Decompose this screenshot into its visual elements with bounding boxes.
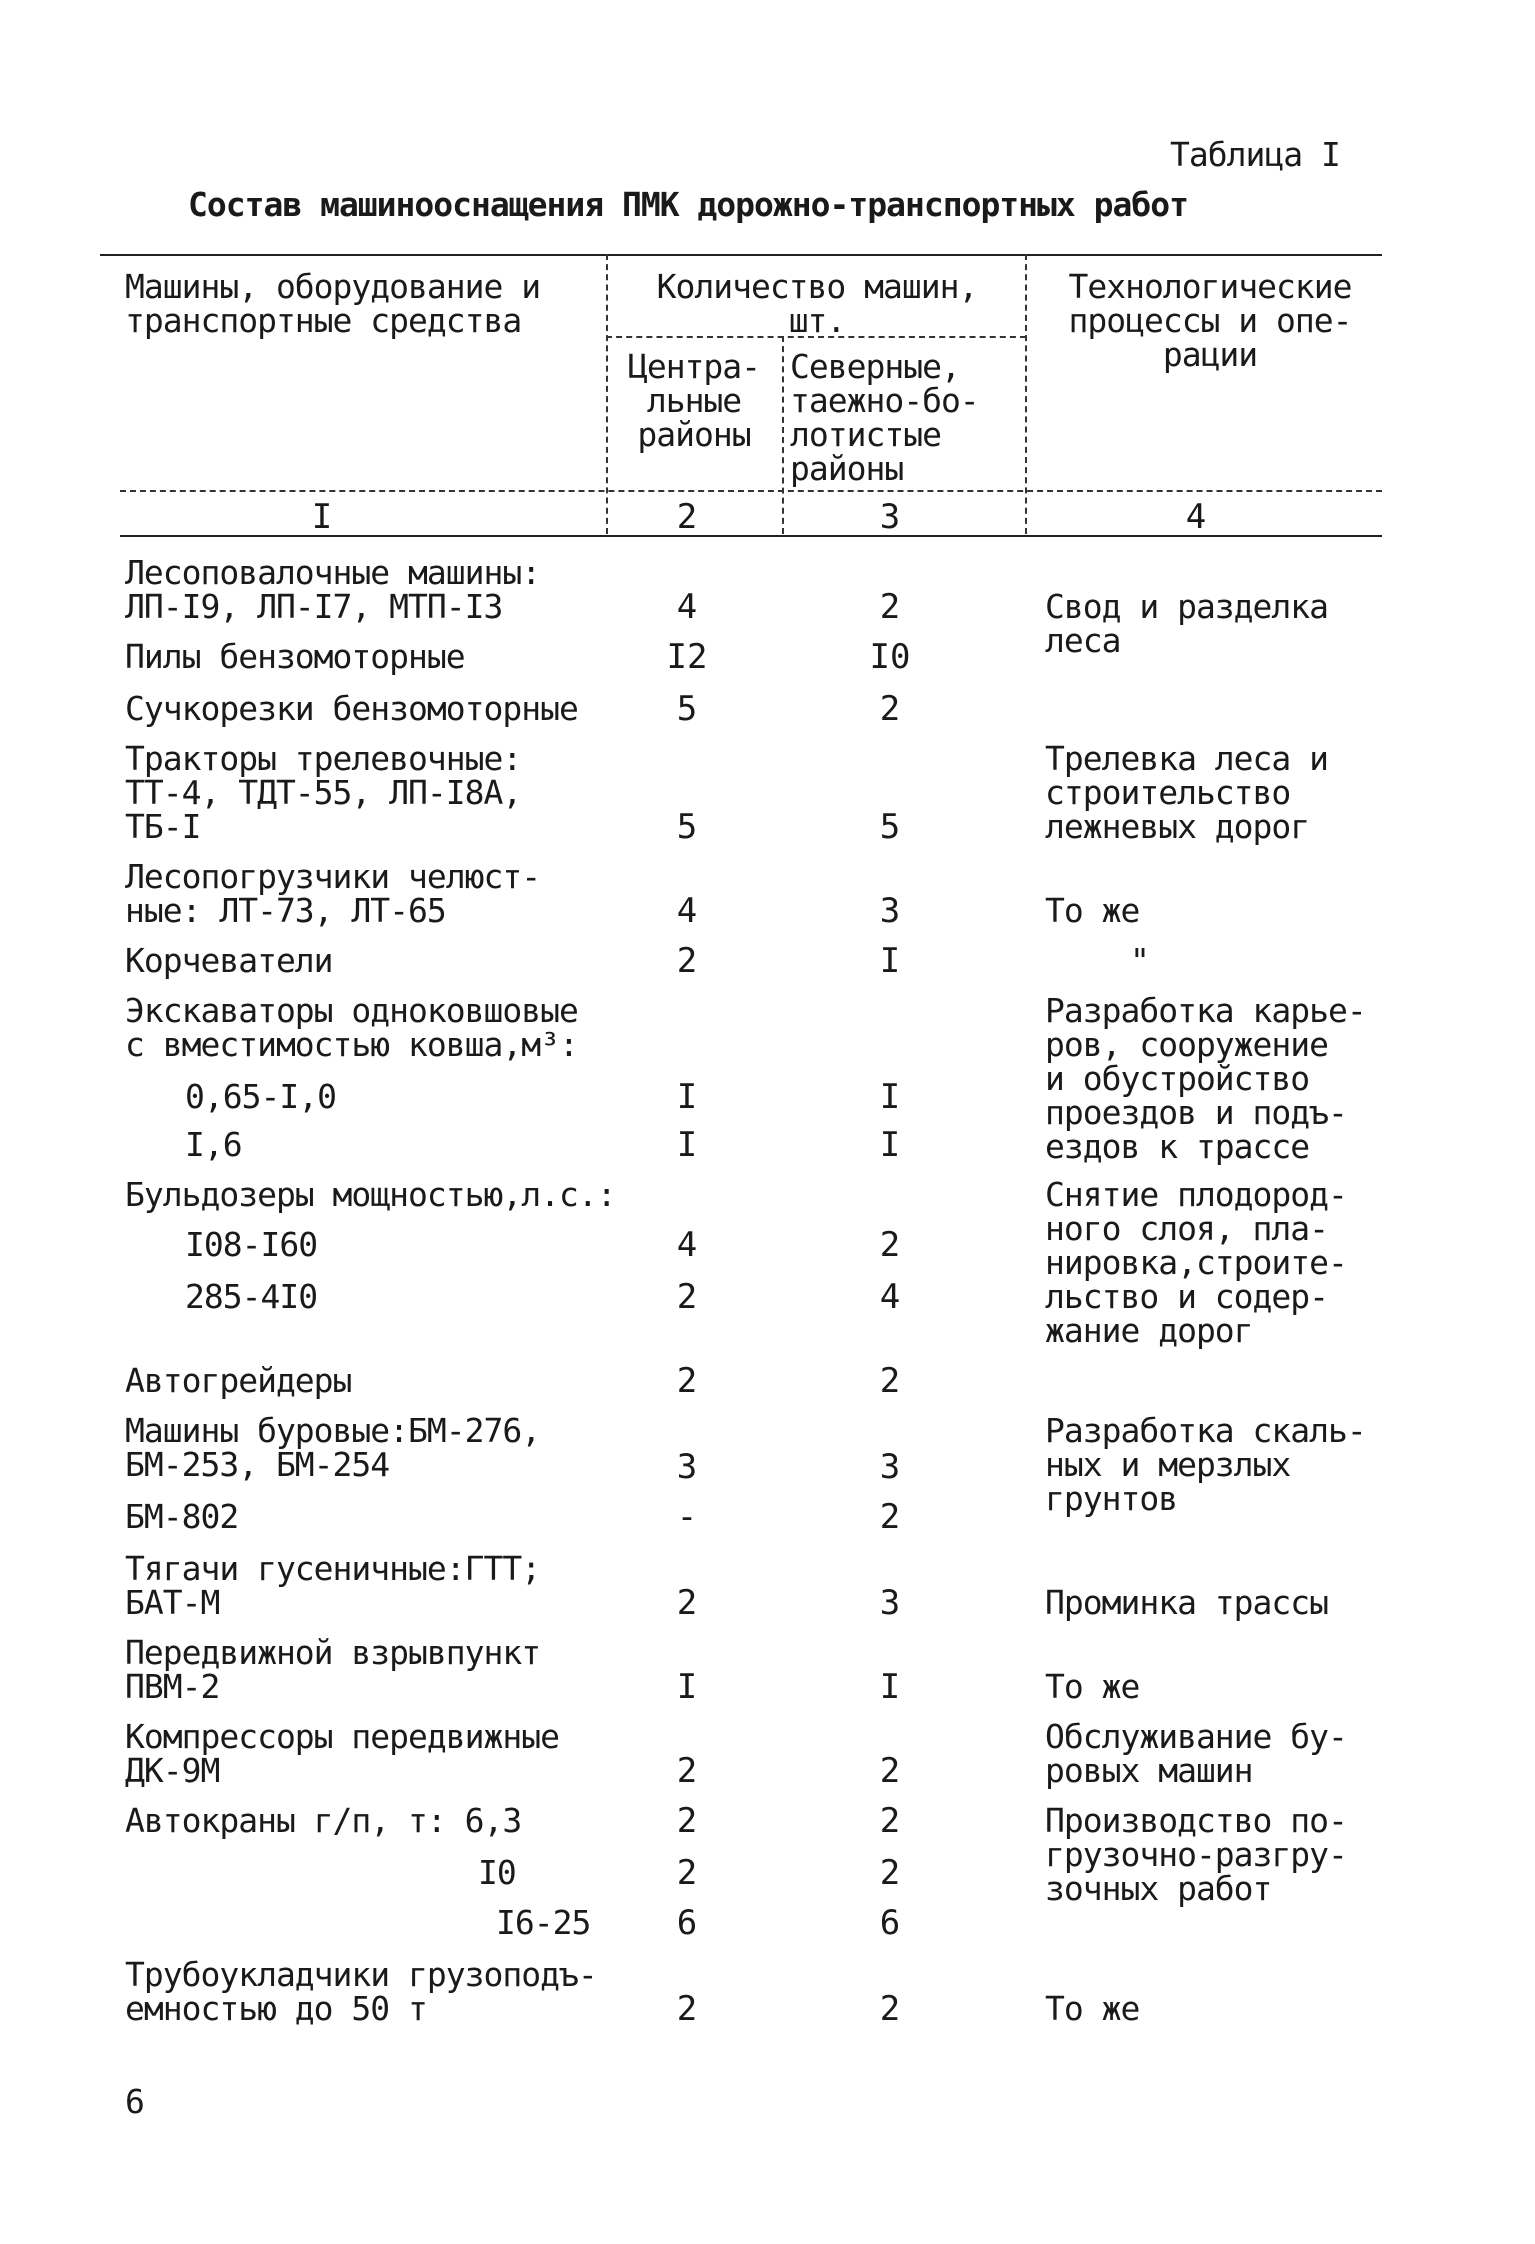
table-top-rule — [100, 254, 1382, 256]
row-machine-name: 0,65-I,0 — [185, 1077, 336, 1116]
row-northern-count: 2 — [879, 689, 901, 729]
row-process: Свод и разделка леса — [1045, 587, 1329, 660]
row-process: Снятие плодород- ного слоя, пла- нировка,строите- льство и содер- жание дорог — [1045, 1175, 1347, 1350]
row-machine-name: Передвижной взрывпункт ПВМ-2 — [125, 1633, 541, 1706]
row-process: " — [1130, 941, 1149, 980]
row-central-count: 5 — [676, 689, 698, 729]
row-northern-count: I — [879, 1125, 901, 1165]
row-machine-name: I0 — [478, 1853, 516, 1892]
row-machine-name: Пилы бензомоторные — [125, 637, 465, 676]
row-central-count: 2 — [676, 1751, 698, 1791]
row-machine-name: Автокраны г/п, т: 6,3 — [125, 1801, 522, 1840]
row-northern-count: 2 — [879, 1853, 901, 1893]
row-machine-name: Тягачи гусеничные:ГТТ; БАТ-М — [125, 1549, 541, 1622]
col-divider-2 — [782, 336, 784, 534]
row-process: Производство по- грузочно-разгру- зочных работ — [1045, 1801, 1347, 1908]
row-process: Разработка карье- ров, сооружение и обустройство проездов и подъ- ездов к трассе — [1045, 991, 1366, 1166]
row-central-count: 2 — [676, 1853, 698, 1893]
row-central-count: 2 — [676, 1361, 698, 1401]
header-bottom-rule — [120, 490, 1382, 492]
column-number-4: 4 — [1185, 497, 1207, 537]
row-central-count: - — [676, 1497, 698, 1537]
row-machine-name: Лесопогрузчики челюст- ные: ЛТ-73, ЛТ-65 — [125, 857, 541, 930]
row-central-count: I — [676, 1077, 698, 1117]
row-central-count: 6 — [676, 1903, 698, 1943]
row-machine-name: I08-I60 — [185, 1225, 318, 1264]
row-central-count: I — [676, 1667, 698, 1707]
row-northern-count: 3 — [879, 1583, 901, 1623]
row-machine-name: 285-4I0 — [185, 1277, 318, 1316]
row-central-count: 4 — [676, 891, 698, 931]
row-northern-count: 3 — [879, 1447, 901, 1487]
row-machine-name: Автогрейдеры — [125, 1361, 352, 1400]
table-title: Состав машинооснащения ПМК дорожно-транспортных работ — [188, 185, 1188, 224]
row-northern-count: 2 — [879, 587, 901, 627]
row-northern-count: 2 — [879, 1751, 901, 1791]
row-central-count: 2 — [676, 1583, 698, 1623]
row-northern-count: 4 — [879, 1277, 901, 1317]
row-machine-name: I6-25 — [496, 1903, 591, 1942]
row-machine-name: I,6 — [185, 1125, 242, 1164]
row-machine-name: Лесоповалочные машины: ЛП-I9, ЛП-I7, МТП-I3 — [125, 553, 541, 626]
column-number-2: 2 — [676, 497, 698, 537]
header-central-regions: Центра- льные районы — [627, 347, 761, 454]
row-process: То же — [1045, 1667, 1140, 1706]
row-machine-name: Трубоукладчики грузоподъ- емностью до 50 т — [125, 1955, 597, 2028]
row-northern-count: I — [879, 1667, 901, 1707]
row-central-count: 4 — [676, 1225, 698, 1265]
column-number-1: I — [311, 497, 333, 537]
row-northern-count: 3 — [879, 891, 901, 931]
row-northern-count: I0 — [869, 637, 911, 677]
row-process: Трелевка леса и строительство лежневых дорог — [1045, 739, 1329, 846]
row-central-count: 2 — [676, 941, 698, 981]
row-northern-count: 2 — [879, 1801, 901, 1841]
row-northern-count: I — [879, 1077, 901, 1117]
row-machine-name: БМ-802 — [125, 1497, 239, 1536]
row-process: Обслуживание бу- ровых машин — [1045, 1717, 1347, 1790]
row-central-count: 2 — [676, 1801, 698, 1841]
table-label: Таблица I — [1170, 135, 1340, 174]
row-central-count: I2 — [666, 637, 708, 677]
row-northern-count: 5 — [879, 807, 901, 847]
row-process: Проминка трассы — [1045, 1583, 1329, 1622]
row-central-count: 2 — [676, 1277, 698, 1317]
row-machine-name: Корчеватели — [125, 941, 333, 980]
header-northern-regions: Северные, таежно-бо- лотистые районы — [790, 347, 979, 488]
row-northern-count: 2 — [879, 1225, 901, 1265]
header-processes: Технологические процессы и опе- рации — [1068, 267, 1352, 374]
row-machine-name: Бульдозеры мощностью,л.с.: — [125, 1175, 616, 1214]
row-central-count: 3 — [676, 1447, 698, 1487]
row-central-count: 5 — [676, 807, 698, 847]
row-northern-count: 2 — [879, 1497, 901, 1537]
row-machine-name: Тракторы трелевочные: ТТ-4, ТДТ-55, ЛП-I8А, ТБ-I — [125, 739, 522, 846]
row-process: То же — [1045, 1989, 1140, 2028]
row-process: Разработка скаль- ных и мерзлых грунтов — [1045, 1411, 1366, 1518]
row-northern-count: 6 — [879, 1903, 901, 1943]
row-northern-count: I — [879, 941, 901, 981]
row-northern-count: 2 — [879, 1989, 901, 2029]
row-central-count: I — [676, 1125, 698, 1165]
row-central-count: 4 — [676, 587, 698, 627]
header-quantity: Количество машин, шт. — [656, 267, 978, 340]
column-number-3: 3 — [879, 497, 901, 537]
row-machine-name: Машины буровые:БМ-276, БМ-253, БМ-254 — [125, 1411, 541, 1484]
row-machine-name: Сучкорезки бензомоторные — [125, 689, 578, 728]
row-process: То же — [1045, 891, 1140, 930]
col-divider-3 — [1025, 254, 1027, 534]
page-number: 6 — [125, 2082, 144, 2121]
row-machine-name: Компрессоры передвижные ДК-9М — [125, 1717, 559, 1790]
row-central-count: 2 — [676, 1989, 698, 2029]
row-machine-name: Экскаваторы одноковшовые с вместимостью ковша,м³: — [125, 991, 578, 1064]
header-machines: Машины, оборудование и транспортные средства — [125, 267, 541, 340]
row-northern-count: 2 — [879, 1361, 901, 1401]
